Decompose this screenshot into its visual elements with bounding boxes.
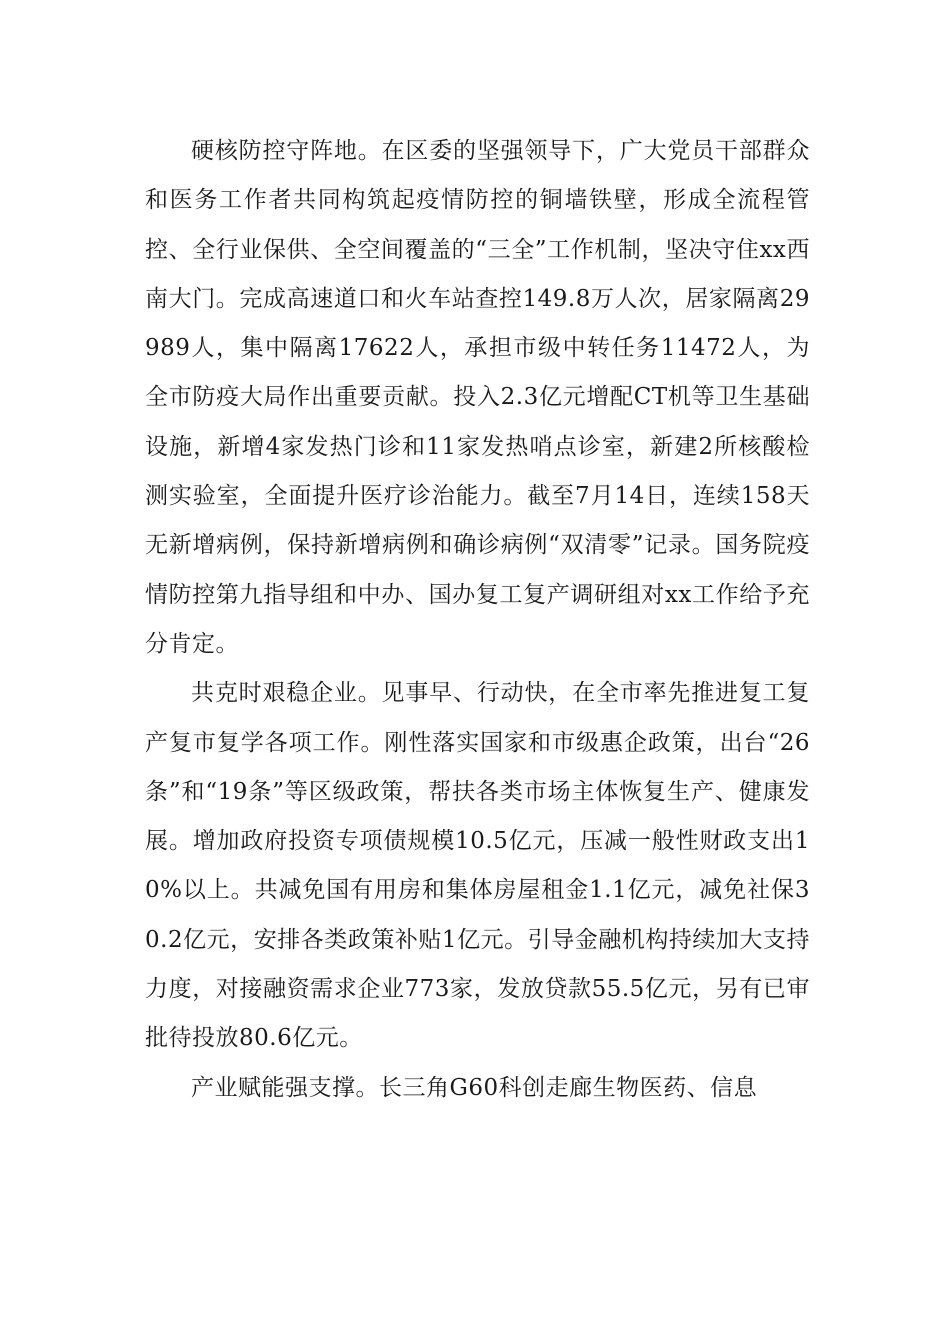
paragraph-industry-empowerment: 产业赋能强支撑。长三角G60科创走廊生物医药、信息	[191, 1074, 758, 1101]
paragraph-epidemic-control: 硬核防控守阵地。在区委的坚强领导下，广大党员干部群众和医务工作者共同构筑起疫情防控的铜墙铁壁，形成全流程管控、全行业保供、全空间覆盖的“三全”工作机制，坚决守住xx西南大门。完成高速道口和火车站查控149.8万人次，居家隔离29989人，集中隔离17622人，承担市级中转任务11472人，为全市防疫大局作出重要贡献。投入2.3亿元增配CT机等卫生基础设施，新增4家发热门诊和11家发热哨点诊室，新建2所核酸检测实验室，全面提升医疗诊治能力。截至7月14日，连续158天无新增病例，保持新增病例和确诊病例“双清零”记录。国务院疫情防控第九指导组和中办、国办复工复产调研组对xx工作给予充分肯定。	[145, 138, 810, 657]
document-body	[145, 127, 810, 1113]
paragraph-enterprise-support: 共克时艰稳企业。见事早、行动快，在全市率先推进复工复产复市复学各项工作。刚性落实国家和市级惠企政策，出台“26条”和“19条”等区级政策，帮扶各类市场主体恢复生产、健康发展。增加政府投资专项债规模10.5亿元，压减一般性财政支出10%以上。共减免国有用房和集体房屋租金1.1亿元，减免社保30.2亿元，安排各类政策补贴1亿元。引导金融机构持续加大支持力度，对接融资需求企业773家，发放贷款55.5亿元，另有已审批待投放80.6亿元。	[145, 680, 810, 1052]
